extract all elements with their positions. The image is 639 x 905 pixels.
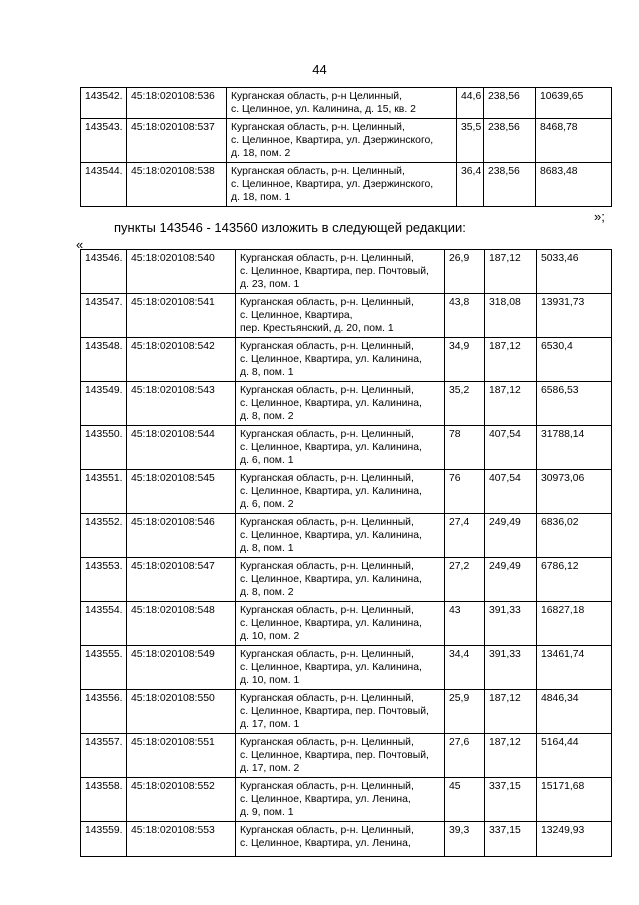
cadastral-number: 45:18:020108:545 [127,470,236,514]
table-row [81,250,612,294]
table-row [81,338,612,382]
sum-value: 8468,78 [536,119,612,163]
sum-value: 10639,65 [536,88,612,119]
address: Курганская область, р-н. Целинный, с. Целинное, Квартира, пер. Крестьянский, д. 20, пом. 1 [236,294,445,338]
row-number: 143543. [81,119,127,163]
address: Курганская область, р-н. Целинный, с. Целинное, Квартира, ул. Калинина, д. 8, пом. 1 [236,338,445,382]
area-value: 27,2 [445,558,485,602]
address: Курганская область, р-н. Целинный, с. Целинное, Квартира, ул. Калинина, д. 6, пом. 1 [236,426,445,470]
area-value: 43,8 [445,294,485,338]
address: Курганская область, р-н. Целинный, с. Целинное, Квартира, ул. Калинина, д. 10, пом. 1 [236,646,445,690]
table-row [81,382,612,426]
sum-value: 30973,06 [537,470,612,514]
table-row [81,734,612,778]
sum-value: 8683,48 [536,163,612,207]
sum-value: 13461,74 [537,646,612,690]
row-number: 143552. [81,514,127,558]
area-value: 39,3 [445,822,485,857]
row-number: 143550. [81,426,127,470]
row-number: 143558. [81,778,127,822]
area-value: 78 [445,426,485,470]
address: Курганская область, р-н Целинный, с. Целинное, ул. Калинина, д. 15, кв. 2 [227,88,457,119]
row-number: 143553. [81,558,127,602]
row-number: 143549. [81,382,127,426]
address: Курганская область, р-н. Целинный, с. Целинное, Квартира, ул. Калинина, д. 8, пом. 1 [236,514,445,558]
rate-value: 318,08 [485,294,537,338]
sum-value: 5033,46 [537,250,612,294]
cadastral-number: 45:18:020108:543 [127,382,236,426]
row-number: 143546. [81,250,127,294]
area-value: 35,5 [457,119,484,163]
rate-value: 238,56 [484,88,536,119]
property-table-amended [80,249,612,857]
cadastral-number: 45:18:020108:541 [127,294,236,338]
sum-value: 31788,14 [537,426,612,470]
area-value: 45 [445,778,485,822]
area-value: 27,6 [445,734,485,778]
cadastral-number: 45:18:020108:536 [127,88,227,119]
cadastral-number: 45:18:020108:549 [127,646,236,690]
area-value: 35,2 [445,382,485,426]
cadastral-number: 45:18:020108:552 [127,778,236,822]
area-value: 44,6 [457,88,484,119]
address: Курганская область, р-н. Целинный, с. Целинное, Квартира, ул. Калинина, д. 8, пом. 2 [236,558,445,602]
rate-value: 407,54 [485,470,537,514]
row-number: 143557. [81,734,127,778]
closing-quote: »; [594,209,605,224]
opening-quote: « [76,237,84,252]
rate-value: 187,12 [485,690,537,734]
row-number: 143548. [81,338,127,382]
table-row [81,514,612,558]
sum-value: 5164,44 [537,734,612,778]
row-number: 143547. [81,294,127,338]
cadastral-number: 45:18:020108:547 [127,558,236,602]
cadastral-number: 45:18:020108:544 [127,426,236,470]
address: Курганская область, р-н. Целинный, с. Целинное, Квартира, пер. Почтовый, д. 17, пом. 1 [236,690,445,734]
area-value: 43 [445,602,485,646]
address: Курганская область, р-н. Целинный, с. Целинное, Квартира, ул. Ленина, [236,822,445,857]
table-row [81,294,612,338]
sum-value: 4846,34 [537,690,612,734]
area-value: 76 [445,470,485,514]
address: Курганская область, р-н. Целинный, с. Целинное, Квартира, пер. Почтовый, д. 23, пом. 1 [236,250,445,294]
rate-value: 249,49 [485,558,537,602]
cadastral-number: 45:18:020108:538 [127,163,227,207]
row-number: 143555. [81,646,127,690]
table-row [81,470,612,514]
rate-value: 391,33 [485,602,537,646]
cadastral-number: 45:18:020108:546 [127,514,236,558]
table-row [81,822,612,857]
row-number: 143551. [81,470,127,514]
area-value: 34,4 [445,646,485,690]
page-number: 44 [312,62,327,77]
cadastral-number: 45:18:020108:540 [127,250,236,294]
table-row [81,778,612,822]
row-number: 143544. [81,163,127,207]
address: Курганская область, р-н. Целинный, с. Целинное, Квартира, ул. Калинина, д. 8, пом. 2 [236,382,445,426]
rate-value: 391,33 [485,646,537,690]
area-value: 26,9 [445,250,485,294]
rate-value: 337,15 [485,778,537,822]
rate-value: 238,56 [484,163,536,207]
cadastral-number: 45:18:020108:553 [127,822,236,857]
table-row [81,88,612,119]
address: Курганская область, р-н. Целинный, с. Целинное, Квартира, ул. Дзержинского, д. 18, пом. 2 [227,119,457,163]
address: Курганская область, р-н. Целинный, с. Целинное, Квартира, ул. Дзержинского, д. 18, пом. 1 [227,163,457,207]
table-row [81,426,612,470]
sum-value: 6586,53 [537,382,612,426]
row-number: 143554. [81,602,127,646]
amendment-intro-text: пункты 143546 - 143560 изложить в следующей редакции: [114,220,466,235]
cadastral-number: 45:18:020108:548 [127,602,236,646]
rate-value: 337,15 [485,822,537,857]
address: Курганская область, р-н. Целинный, с. Целинное, Квартира, ул. Калинина, д. 10, пом. 2 [236,602,445,646]
sum-value: 6786,12 [537,558,612,602]
rate-value: 187,12 [485,734,537,778]
sum-value: 13249,93 [537,822,612,857]
rate-value: 249,49 [485,514,537,558]
table-row [81,163,612,207]
cadastral-number: 45:18:020108:551 [127,734,236,778]
area-value: 36,4 [457,163,484,207]
sum-value: 6836,02 [537,514,612,558]
cadastral-number: 45:18:020108:537 [127,119,227,163]
address: Курганская область, р-н. Целинный, с. Целинное, Квартира, пер. Почтовый, д. 17, пом. 2 [236,734,445,778]
table-row [81,646,612,690]
table-row [81,119,612,163]
rate-value: 238,56 [484,119,536,163]
row-number: 143542. [81,88,127,119]
sum-value: 16827,18 [537,602,612,646]
table-row [81,690,612,734]
row-number: 143556. [81,690,127,734]
rate-value: 187,12 [485,250,537,294]
table-row [81,558,612,602]
rate-value: 407,54 [485,426,537,470]
area-value: 25,9 [445,690,485,734]
sum-value: 6530,4 [537,338,612,382]
sum-value: 15171,68 [537,778,612,822]
property-table-top [80,87,612,207]
area-value: 34,9 [445,338,485,382]
row-number: 143559. [81,822,127,857]
cadastral-number: 45:18:020108:550 [127,690,236,734]
rate-value: 187,12 [485,338,537,382]
table-row [81,602,612,646]
area-value: 27,4 [445,514,485,558]
rate-value: 187,12 [485,382,537,426]
address: Курганская область, р-н. Целинный, с. Целинное, Квартира, ул. Ленина, д. 9, пом. 1 [236,778,445,822]
cadastral-number: 45:18:020108:542 [127,338,236,382]
address: Курганская область, р-н. Целинный, с. Целинное, Квартира, ул. Калинина, д. 6, пом. 2 [236,470,445,514]
sum-value: 13931,73 [537,294,612,338]
